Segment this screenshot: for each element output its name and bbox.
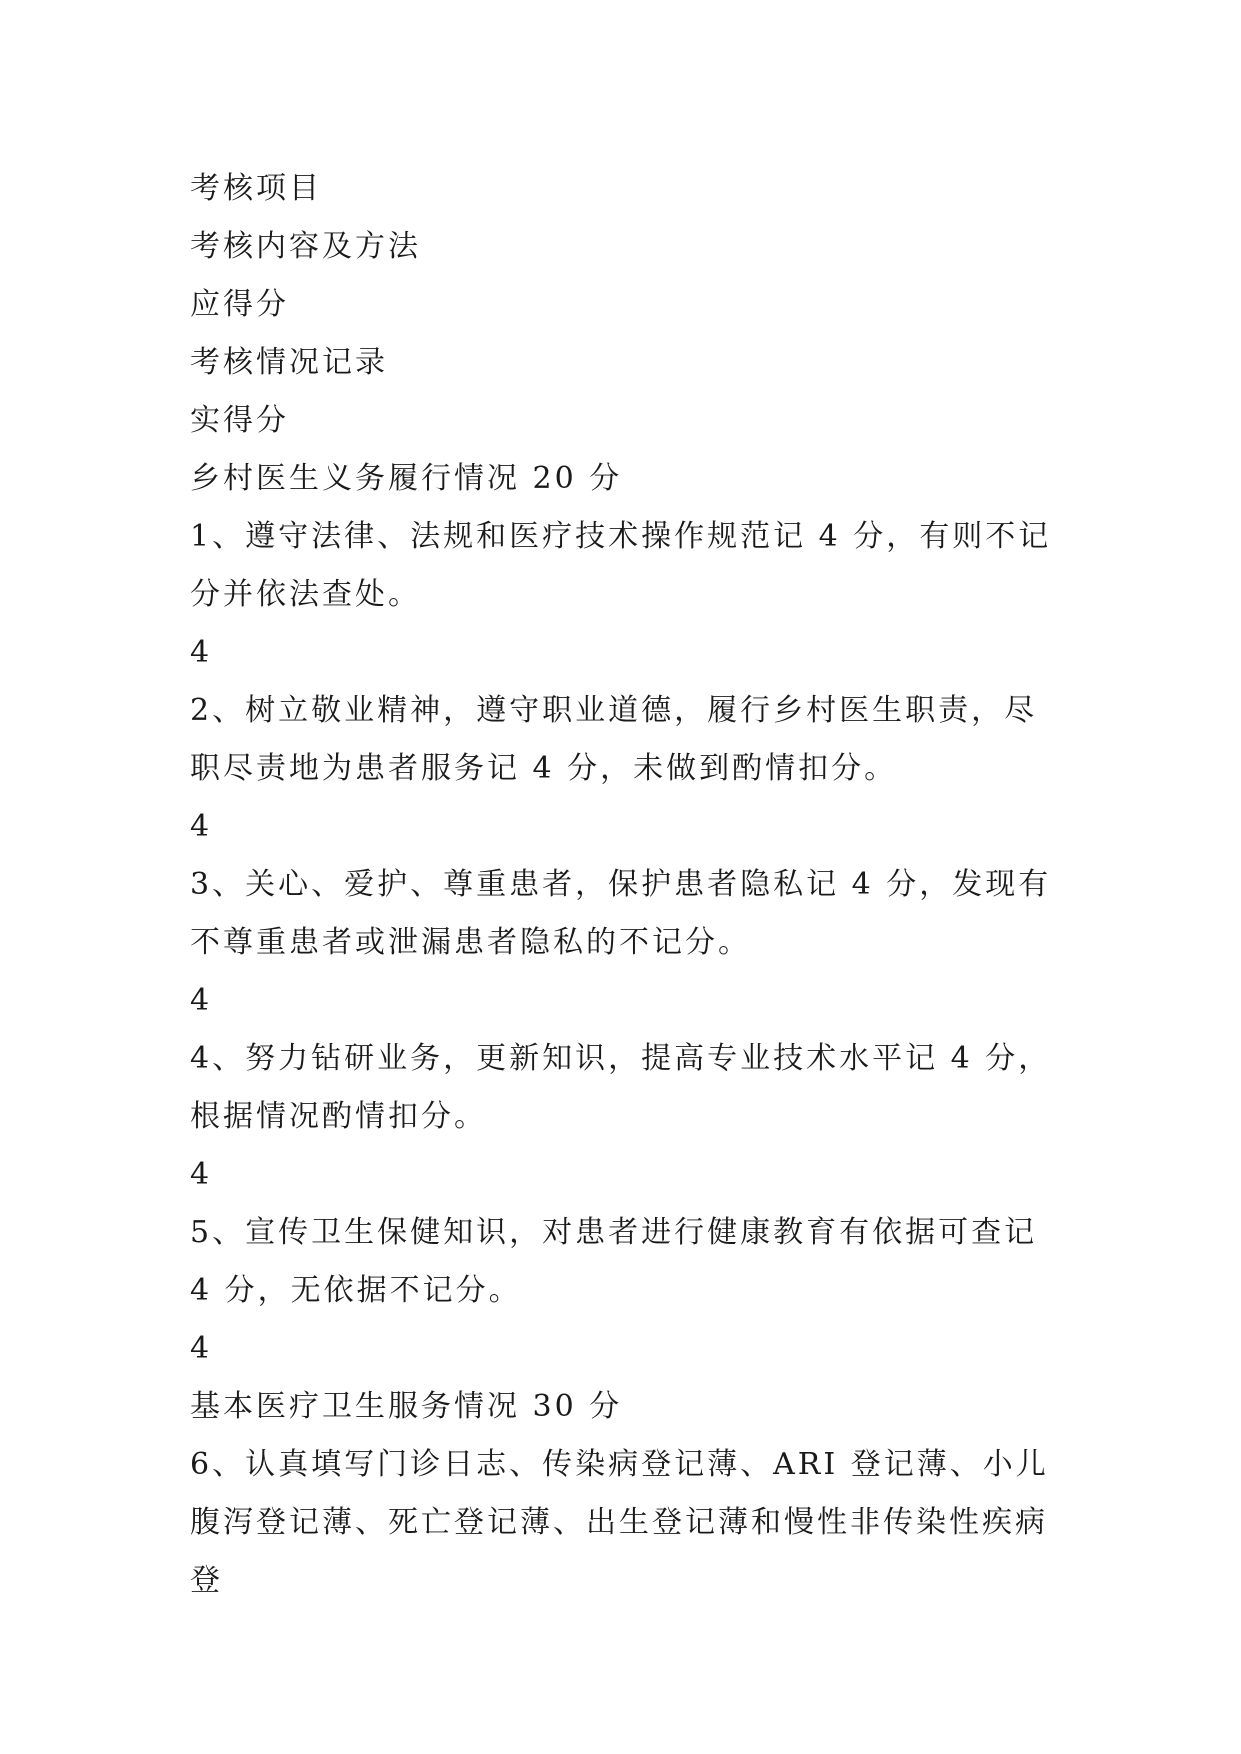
section-title-obligations: 乡村医生义务履行情况 20 分 bbox=[190, 461, 623, 496]
header-actual-score: 实得分 bbox=[190, 403, 289, 438]
header-due-score: 应得分 bbox=[190, 287, 289, 322]
item-2-score: 4 bbox=[190, 809, 213, 844]
item-5-score: 4 bbox=[190, 1331, 213, 1366]
item-4-text: 4、努力钻研业务，更新知识，提高专业技术水平记 4 分，根据情况酌情扣分。 bbox=[190, 1041, 1052, 1134]
header-assessment-content: 考核内容及方法 bbox=[190, 229, 421, 264]
section-title-basic-services: 基本医疗卫生服务情况 30 分 bbox=[190, 1389, 623, 1424]
document-body bbox=[190, 160, 1070, 1610]
item-3-score: 4 bbox=[190, 983, 213, 1018]
header-assessment-item: 考核项目 bbox=[190, 171, 322, 206]
item-2-text: 2、树立敬业精神，遵守职业道德，履行乡村医生职责，尽职尽责地为患者服务记 4 分，未做到酌情扣分。 bbox=[190, 693, 1038, 786]
item-4-score: 4 bbox=[190, 1157, 213, 1192]
item-3-text: 3、关心、爱护、尊重患者，保护患者隐私记 4 分，发现有不尊重患者或泄漏患者隐私的不记分。 bbox=[190, 867, 1052, 960]
header-assessment-record: 考核情况记录 bbox=[190, 345, 388, 380]
item-1-score: 4 bbox=[190, 635, 213, 670]
item-6-text: 6、认真填写门诊日志、传染病登记薄、ARI 登记薄、小儿腹泻登记薄、死亡登记薄、出生登记薄和慢性非传染性疾病登 bbox=[190, 1447, 1049, 1598]
item-1-text: 1、遵守法律、法规和医疗技术操作规范记 4 分，有则不记分并依法查处。 bbox=[190, 519, 1052, 612]
item-5-text: 5、宣传卫生保健知识，对患者进行健康教育有依据可查记 4 分，无依据不记分。 bbox=[190, 1215, 1038, 1308]
